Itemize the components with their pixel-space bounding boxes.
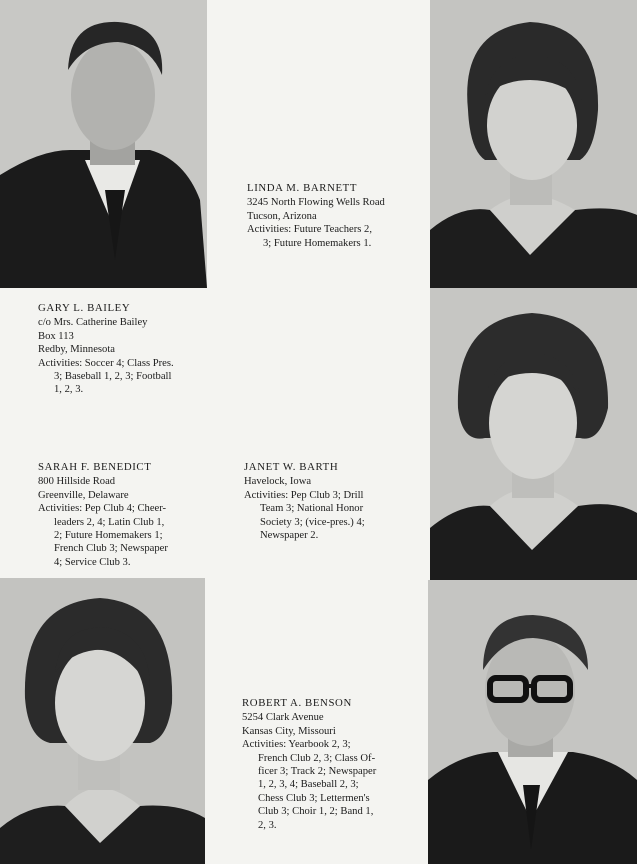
portrait-robert-benson: [428, 580, 637, 864]
activities-line: Activities: Soccer 4; Class Pres.: [38, 357, 174, 369]
address-line: 3245 North Flowing Wells Road: [247, 197, 385, 209]
entry-robert-benson: [242, 697, 414, 832]
activities-line: ficer 3; Track 2; Newspaper: [258, 766, 377, 778]
activities-line: Newspaper 2.: [260, 530, 319, 542]
activities-line: French Club 2, 3; Class Of-: [258, 752, 376, 764]
activities: [38, 502, 210, 569]
activities-line: 4; Service Club 3.: [54, 556, 131, 568]
activities-line: Club 3; Choir 1, 2; Band 1,: [258, 806, 374, 818]
activities: [247, 223, 419, 250]
entry-linda-barnett: [247, 182, 419, 250]
activities: [38, 357, 210, 397]
address-line: 800 Hillside Road: [38, 476, 116, 488]
address-line: Box 113: [38, 330, 74, 342]
activities-line: 2, 3.: [258, 819, 277, 831]
activities-line: 2; Future Homemakers 1;: [54, 530, 163, 542]
activities-line: Chess Club 3; Lettermen's: [258, 792, 370, 804]
activities-line: leaders 2, 4; Latin Club 1,: [54, 516, 165, 528]
activities-line: Society 3; (vice-pres.) 4;: [260, 516, 365, 528]
address-line: Tucson, Arizona: [247, 210, 317, 222]
activities-line: Activities: Pep Club 3; Drill: [244, 489, 364, 501]
entry-sarah-benedict: [38, 461, 210, 569]
student-name: JANET W. BARTH: [244, 461, 339, 473]
activities-line: 1, 2, 3, 4; Baseball 2, 3;: [258, 779, 359, 791]
portrait-janet-barth: [430, 288, 637, 580]
activities: [242, 738, 414, 832]
activities-line: 1, 2, 3.: [54, 384, 84, 396]
activities-line: Activities: Pep Club 4; Cheer-: [38, 503, 167, 515]
student-name: GARY L. BAILEY: [38, 302, 131, 314]
activities-line: 3; Future Homemakers 1.: [263, 237, 372, 249]
student-name: LINDA M. BARNETT: [247, 182, 358, 194]
student-name: ROBERT A. BENSON: [242, 697, 352, 709]
entry-janet-barth: [244, 461, 416, 542]
student-name: SARAH F. BENEDICT: [38, 461, 152, 473]
address-line: Kansas City, Missouri: [242, 725, 336, 737]
activities: [244, 489, 416, 543]
entry-gary-bailey: [38, 302, 210, 397]
activities-line: French Club 3; Newspaper: [54, 543, 168, 555]
activities-line: Activities: Future Teachers 2,: [247, 224, 372, 236]
portrait-linda-barnett: [430, 0, 637, 288]
portrait-sarah-benedict: [0, 578, 205, 864]
portrait-gary-bailey: [0, 0, 207, 288]
address-line: c/o Mrs. Catherine Bailey: [38, 317, 148, 329]
address-line: Redby, Minnesota: [38, 344, 115, 356]
activities-line: Activities: Yearbook 2, 3;: [242, 739, 351, 751]
address-line: Greenville, Delaware: [38, 489, 129, 501]
activities-line: 3; Baseball 1, 2, 3; Football: [54, 371, 172, 383]
address-line: 5254 Clark Avenue: [242, 712, 324, 724]
address-line: Havelock, Iowa: [244, 476, 312, 488]
activities-line: Team 3; National Honor: [260, 503, 364, 515]
